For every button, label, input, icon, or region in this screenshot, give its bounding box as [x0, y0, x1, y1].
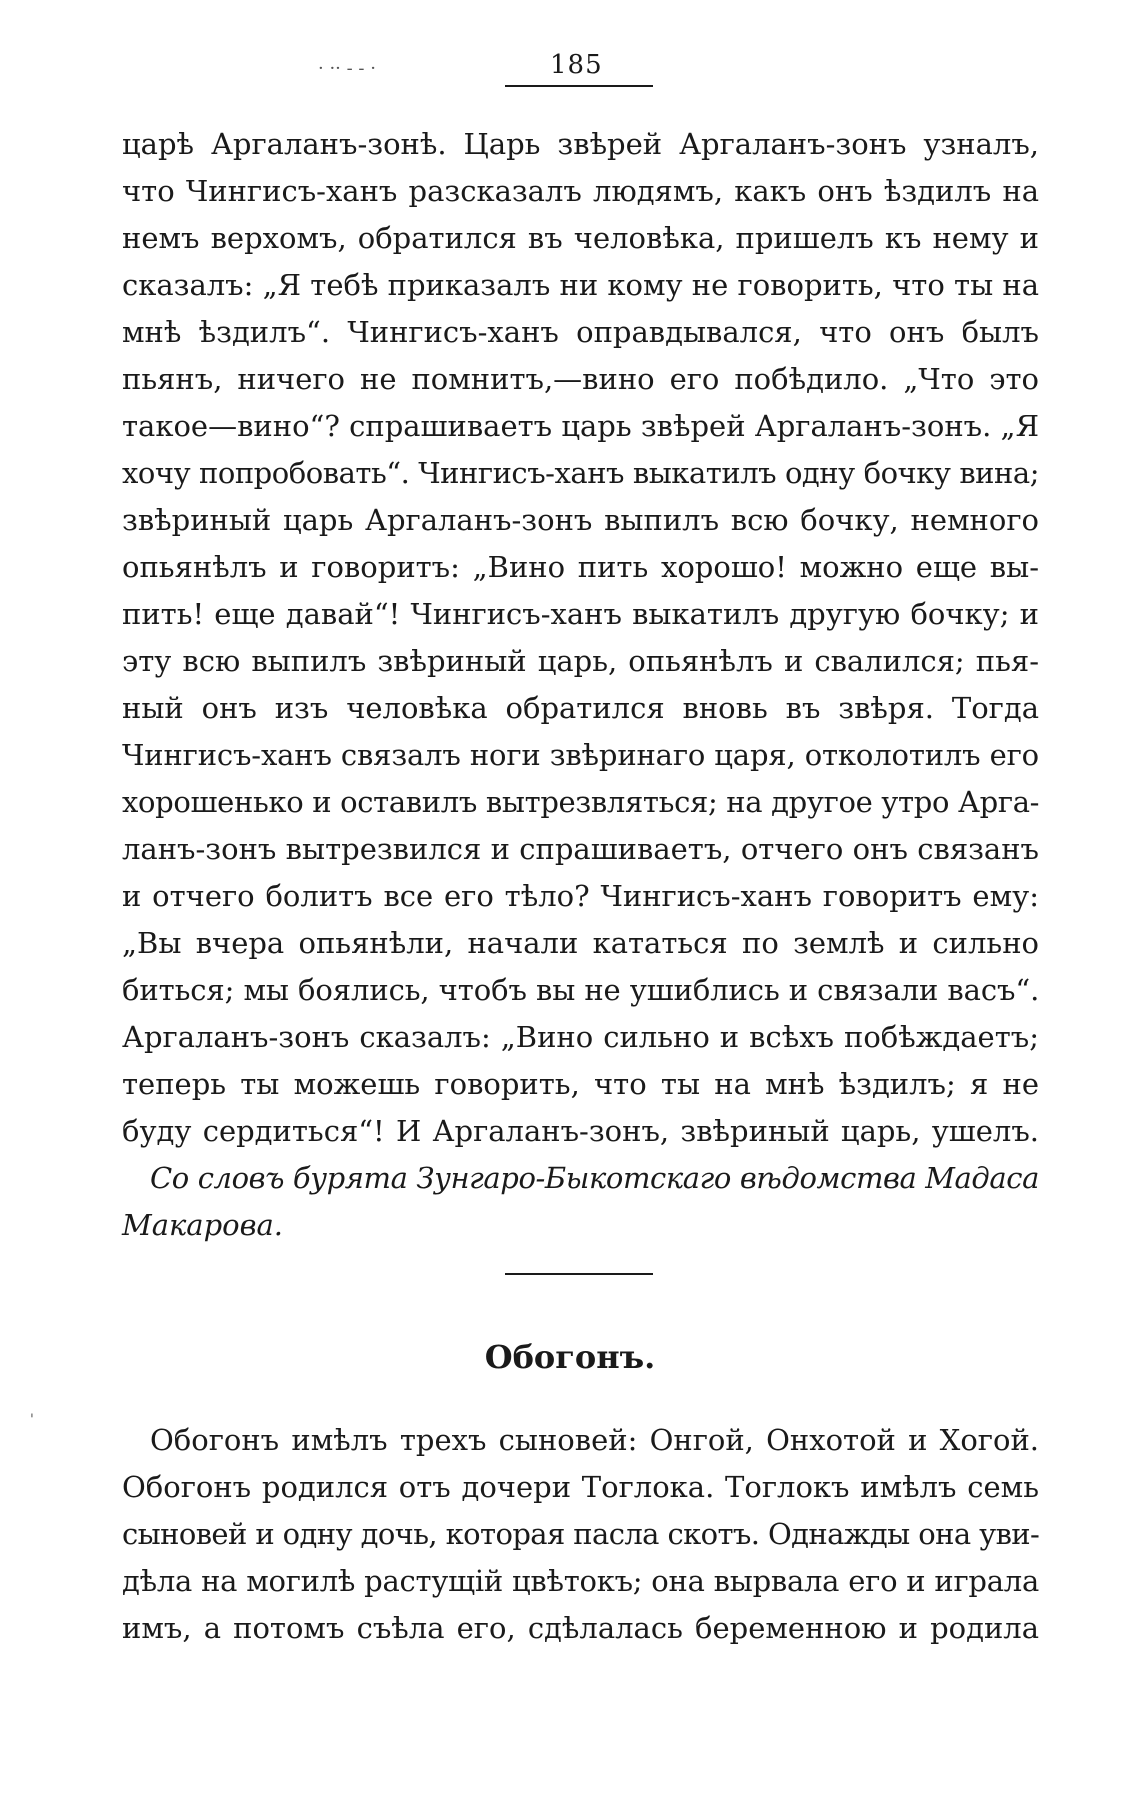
section-title: Обогонъ.: [484, 1338, 656, 1376]
header-rule: [505, 85, 653, 87]
attribution-line: Со словъ бурята Зунгаро-Быкотскаго вѣдомства Мадаса: [150, 1161, 1039, 1195]
text-line: дѣла на могилѣ растущій цвѣтокъ; она вырвала его и играла: [122, 1564, 1039, 1598]
text-line: звѣриный царь Аргаланъ-зонъ выпилъ всю бочку, немного: [122, 503, 1039, 537]
text-line: имъ, а потомъ съѣла его, сдѣлалась беременною и родила: [122, 1611, 1039, 1645]
text-line: Обогонъ родился отъ дочери Тоглока. Тоглокъ имѣлъ семь: [122, 1470, 1039, 1504]
text-line: Аргаланъ-зонъ сказалъ: „Вино сильно и всѣхъ побѣждаетъ;: [122, 1020, 1039, 1054]
section-divider: [505, 1273, 653, 1275]
attribution-line: Макарова.: [122, 1208, 284, 1242]
text-line: опьянѣлъ и говоритъ: „Вино пить хорошо! можно еще вы-: [122, 550, 1039, 584]
text-line: и отчего болитъ все его тѣло? Чингисъ-ханъ говоритъ ему:: [122, 879, 1039, 913]
text-line: сказалъ: „Я тебѣ приказалъ ни кому не говорить, что ты на: [122, 268, 1039, 302]
text-line: эту всю выпилъ звѣриный царь, опьянѣлъ и свалился; пья-: [122, 644, 1039, 678]
text-line: царѣ Аргаланъ-зонѣ. Царь звѣрей Аргаланъ-зонъ узналъ,: [122, 127, 1039, 161]
text-line: Чингисъ-ханъ связалъ ноги звѣринаго царя, отколотилъ его: [122, 738, 1039, 772]
text-line: сыновей и одну дочь, которая пасла скотъ. Однажды она уви-: [122, 1517, 1040, 1551]
page-number: 185: [550, 50, 603, 80]
text-line: такое—вино“? спрашиваетъ царь звѣрей Аргаланъ-зонъ. „Я: [122, 409, 1039, 443]
text-line: теперь ты можешь говорить, что ты на мнѣ ѣздилъ; я не: [122, 1067, 1039, 1101]
text-line: Обогонъ имѣлъ трехъ сыновей: Онгой, Онхотой и Хогой.: [150, 1423, 1039, 1457]
text-line: ланъ-зонъ вытрезвился и спрашиваетъ, отчего онъ связанъ: [122, 832, 1039, 866]
text-line: мнѣ ѣздилъ“. Чингисъ-ханъ оправдывался, что онъ былъ: [122, 315, 1039, 349]
text-line: немъ верхомъ, обратился въ человѣка, пришелъ къ нему и: [122, 221, 1039, 255]
text-line: буду сердиться“! И Аргаланъ-зонъ, звѣриный царь, ушелъ.: [122, 1114, 1039, 1148]
print-speck: · ·· ‐ ‐ ·: [318, 58, 376, 79]
text-line: что Чингисъ-ханъ разсказалъ людямъ, какъ онъ ѣздилъ на: [122, 174, 1039, 208]
print-speck: ': [30, 1412, 34, 1428]
text-line: хорошенько и оставилъ вытрезвляться; на другое утро Арга-: [122, 785, 1040, 819]
text-line: ный онъ изъ человѣка обратился вновь въ звѣря. Тогда: [122, 691, 1039, 725]
text-line: хочу попробовать“. Чингисъ-ханъ выкатилъ одну бочку вина;: [122, 456, 1039, 490]
text-line: пить! еще давай“! Чингисъ-ханъ выкатилъ другую бочку; и: [122, 597, 1039, 631]
text-line: „Вы вчера опьянѣли, начали кататься по землѣ и сильно: [122, 926, 1039, 960]
text-line: пьянъ, ничего не помнитъ,—вино его побѣдило. „Что это: [122, 362, 1039, 396]
text-line: биться; мы боялись, чтобъ вы не ушиблись и связали васъ“.: [122, 973, 1040, 1007]
